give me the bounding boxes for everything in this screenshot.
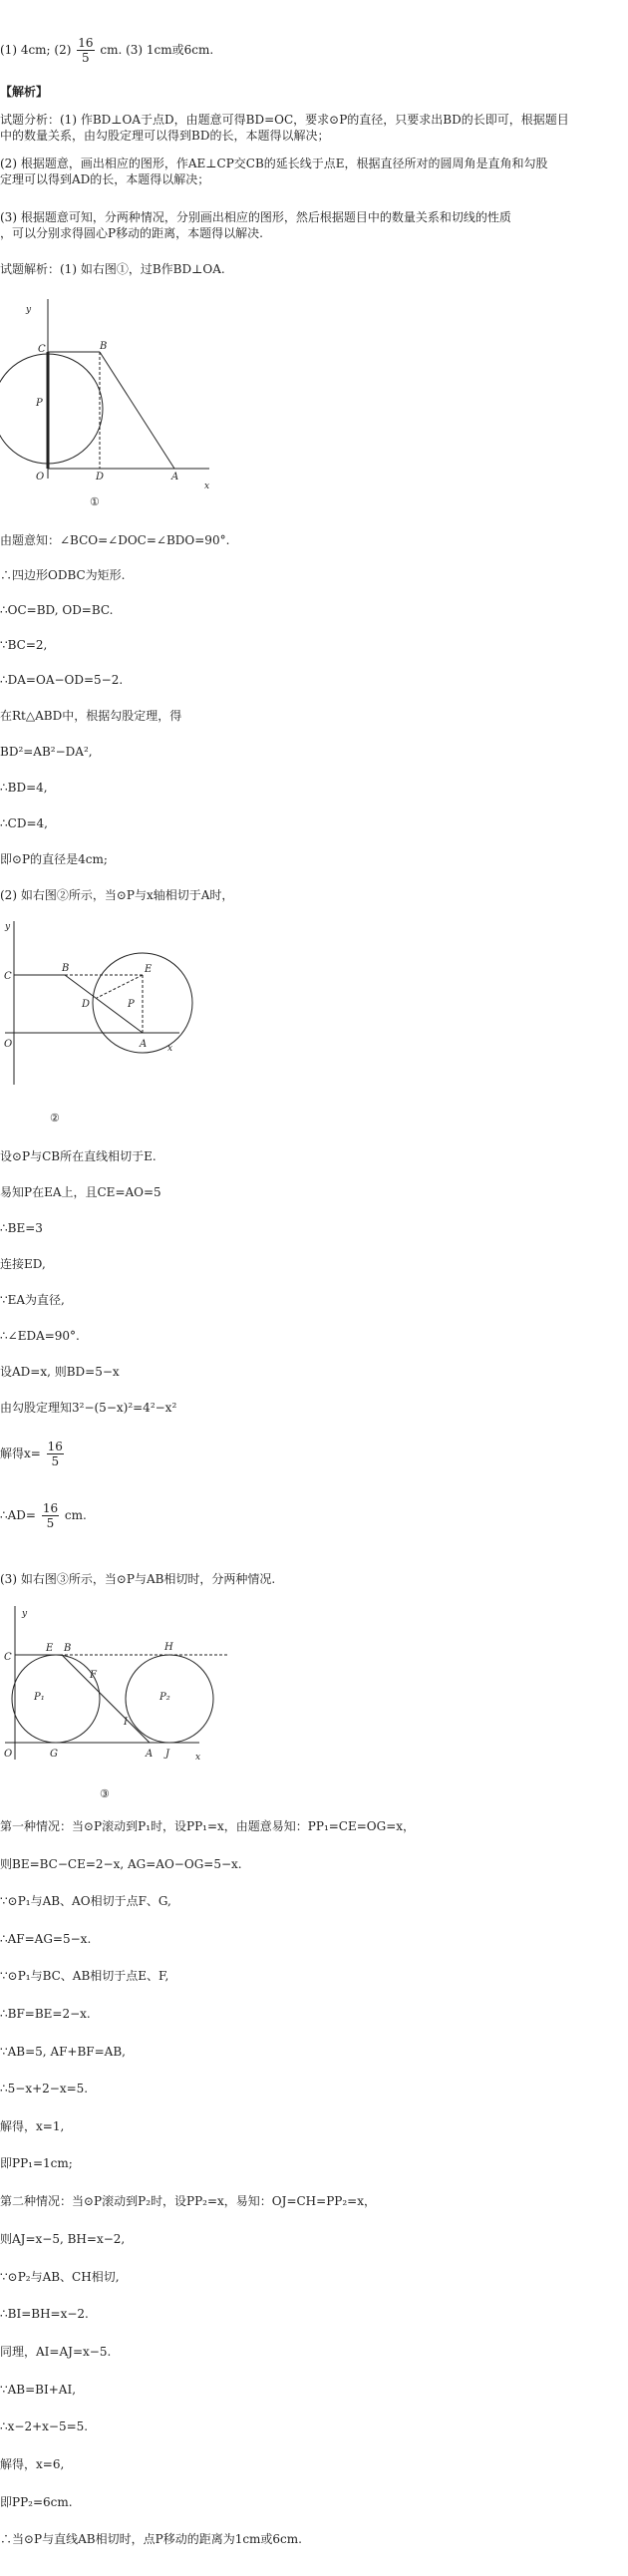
fig2-label-o: O [4,1039,13,1050]
text-line: ∴当⊙P与直线AB相切时，点P移动的距离为1cm或6cm. [0,2532,302,2546]
ad-value-den: 5 [46,1516,55,1530]
text-line: ∴BI=BH=x−2. [0,2307,89,2321]
text-line: 由题意知：∠BCO=∠DOC=∠BDO=90°. [0,533,230,547]
text-line: ∴x−2+x−5=5. [0,2419,89,2433]
fig2-caption: ② [50,1112,60,1125]
solution-intro: 试题解析：(1) 如右图①，过B作BD⊥OA. [0,262,225,276]
fig1-label-b: B [100,341,108,352]
text-line: (3) 如右图③所示，当⊙P与AB相切时，分两种情况. [0,1572,276,1586]
answer-part1: (1) 4cm; (2) [0,43,72,57]
analysis-heading: 【解析】 [0,85,49,99]
fig3-label-a: A [146,1749,154,1760]
solve-x-pre: 解得x= [0,1447,41,1460]
fig2-label-e: E [145,964,153,975]
idea-line: (2) 根据题意，画出相应的图形，作AE⊥CP交CB的延长线于点E，根据直径所对的圆周角是直角和勾股 [0,157,548,170]
fig2-label-c: C [4,971,12,982]
idea-line: 中的数量关系，由勾股定理可以得到BD的长，本题得以解决； [0,129,330,143]
idea-line: 定理可以得到AD的长，本题得以解决； [0,172,210,186]
text-line: 设⊙P与CB所在直线相切于E. [0,1149,157,1163]
fig3-label-b: B [64,1643,72,1654]
fig1-label-c: C [38,344,46,355]
text-line: BD²=AB²−DA², [0,745,93,759]
ad-value-fraction [42,1501,59,1530]
text-line: 连接ED, [0,1257,46,1271]
figure-1 [0,294,239,518]
text-line: ∴5−x+2−x=5. [0,2082,89,2095]
fig1-label-p: P [36,398,43,409]
fig3-label-y: y [22,1609,28,1619]
figure-2 [0,915,209,1134]
text-line: ∴BF=BE=2−x. [0,2007,91,2021]
answer-frac-num: 16 [78,36,94,50]
text-line: 同理，AI=AJ=x−5. [0,2345,112,2359]
fig3-label-c: C [4,1652,12,1663]
text-line: 易知P在EA上，且CE=AO=5 [0,1185,161,1199]
text-line: ∴BD=4, [0,781,48,795]
idea-line: ，可以分别求得圆心P移动的距离，本题得以解决. [0,226,263,240]
text-line: 则BE=BC−CE=2−x, AG=AO−OG=5−x. [0,1857,242,1871]
segment-ba [100,352,174,469]
text-line: ∵AB=BI+AI, [0,2383,77,2397]
segment-ed [97,975,143,998]
text-line: 解得，x=6, [0,2457,65,2471]
text-line: 第一种情况：当⊙P滚动到P₁时，设PP₁=x，由题意易知：PP₁=CE=OG=x， [0,1819,416,1833]
fig2-label-x: x [167,1044,173,1054]
ad-value-post: cm. [64,1508,87,1522]
fig3-label-g: G [50,1749,58,1760]
text-line: 在Rt△ABD中，根据勾股定理，得 [0,709,182,723]
fig3-label-f: F [90,1670,97,1681]
solve-x-line [0,1440,66,1468]
text-line: ∵AB=5, AF+BF=AB, [0,2045,126,2059]
text-line: 即⊙P的直径是4cm; [0,852,108,866]
fig2-label-b: B [62,963,70,974]
fig2-label-a: A [140,1039,148,1050]
segment-ba [62,1655,150,1743]
fig2-label-p: P [128,999,135,1010]
text-line: (2) 如右图②所示，当⊙P与x轴相切于A时， [0,888,234,902]
text-line: 由勾股定理知3²−(5−x)²=4²−x² [0,1401,177,1415]
fig2-label-d: D [82,999,91,1010]
ad-value-pre: ∴AD= [0,1508,36,1522]
answer-frac-den: 5 [82,51,90,65]
text-line: ∵⊙P₂与AB、CH相切, [0,2270,120,2284]
solve-x-fraction [47,1440,64,1468]
text-line: ∵⊙P₁与BC、AB相切于点E、F, [0,1969,169,1983]
answer-part2: cm. (3) 1cm或6cm. [100,43,214,57]
answer-fraction [77,36,94,65]
text-line: ∴∠EDA=90°. [0,1329,80,1343]
text-line: ∴DA=OA−OD=5−2. [0,673,124,687]
text-line: 则AJ=x−5, BH=x−2, [0,2232,126,2246]
fig1-label-x: x [204,482,210,491]
answer-line [0,36,213,65]
solve-x-den: 5 [51,1454,60,1468]
text-line: 第二种情况：当⊙P滚动到P₂时，设PP₂=x，易知：OJ=CH=PP₂=x， [0,2194,376,2208]
ad-value-line [0,1501,87,1530]
fig3-label-h: H [164,1642,173,1653]
fig3-label-p2: P₂ [159,1692,170,1703]
circle-p1 [12,1655,100,1743]
solve-x-num: 16 [47,1440,63,1453]
fig3-label-p1: P₁ [34,1692,45,1703]
figure-3 [0,1600,249,1814]
fig1-label-o: O [36,472,45,483]
text-line: ∴OC=BD, OD=BC. [0,603,114,617]
fig2-label-y: y [5,922,11,932]
text-line: 设AD=x, 则BD=5−x [0,1365,120,1379]
fig1-label-y: y [26,305,32,315]
fig3-label-o: O [4,1749,13,1760]
fig3-label-j: J [165,1749,170,1760]
text-line: 即PP₁=1cm; [0,2156,73,2170]
fig1-label-a: A [171,472,179,483]
text-line: ∴BE=3 [0,1221,43,1235]
text-line: 即PP₂=6cm. [0,2495,73,2509]
text-line: ∵BC=2, [0,638,48,652]
fig3-label-i: I [124,1717,128,1728]
fig1-label-d: D [96,472,105,483]
circle-p [0,354,103,464]
ad-value-num: 16 [42,1501,59,1515]
fig1-caption: ① [90,495,100,508]
text-line: ∵EA为直径, [0,1293,65,1307]
idea-line: 试题分析：(1) 作BD⊥OA于点D，由题意可得BD=OC，要求⊙P的直径，只要求出BD的长即可，根据题目 [0,113,569,127]
text-line: 解得，x=1, [0,2119,65,2133]
text-line: ∵⊙P₁与AB、AO相切于点F、G, [0,1894,171,1908]
fig3-caption: ③ [100,1787,110,1800]
fig3-label-e: E [46,1643,54,1654]
idea-line: (3) 根据题意可知，分两种情况，分别画出相应的图形，然后根据题目中的数量关系和切线的性质 [0,210,511,224]
fig3-label-x: x [195,1753,201,1763]
text-line: ∴AF=AG=5−x. [0,1932,92,1946]
text-line: ∴CD=4, [0,816,48,830]
text-line: ∴四边形ODBC为矩形. [0,568,126,582]
